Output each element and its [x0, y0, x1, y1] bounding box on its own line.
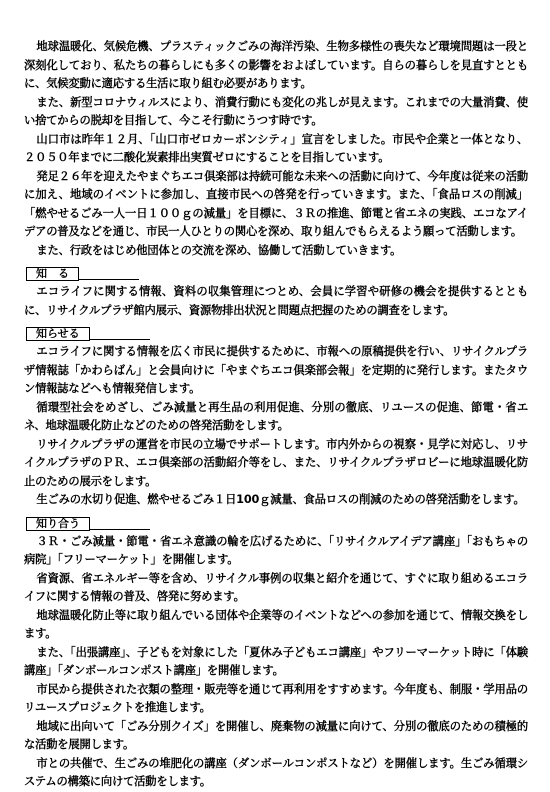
intro-paragraph: 発足２６年を迎えたやまぐちエコ倶楽部は持続可能な未来への活動に向けて、今年度は従来の活動に加え、地域のイベントに参加し、直接市民への啓発を行っていきます。また、「食品ロスの削減」「燃やせるごみ一人一日１００ｇの減量」を目標に、３Ｒの推進、節電と省エネの実践、エコなアイデアの普及などを通じ、市民一人ひとりの関心を深め、取り組んでもらえるよう願って活動します。	[24, 169, 528, 238]
section-paragraph: 市民から提供された衣類の整理・販売等を通じて再利用をすすめます。今年度も、制服・学用品のリユースプロジェクトを推進します。	[24, 682, 528, 714]
section-heading-label: 知 る	[26, 267, 79, 281]
section-paragraph: リサイクルプラザの運営を市民の立場でサポートします。市内外からの視察・見学に対応し、リサイクルプラザのＰＲ、エコ倶楽部の活動紹介等をし、また、リサイクルプラザロビーに地球温暖化防止のための展示をします。	[24, 437, 528, 488]
intro-paragraph: 地球温暖化、気候危機、プラスティックごみの海洋汚染、生物多様性の喪失など環境問題は一段と深刻化しており、私たちの暮らしにも多くの影響をおよぼしています。自らの暮らしを見直すとともに、気候変動に適応する生活に取り組む必要があります。	[24, 40, 528, 90]
section-paragraph: 市との共催で、生ごみの堆肥化の講座（ダンボールコンポストなど）を開催します。生ごみ循環システムの構築に向けて活動をします。	[24, 756, 528, 788]
intro-paragraph: また、新型コロナウィルスにより、消費行動にも変化の兆しが見えます。これまでの大量消費、使い捨てからの脱却を目指して、今こそ行動にうつす時です。	[24, 95, 528, 127]
section-shiru	[24, 267, 528, 320]
heading-underline	[90, 529, 150, 530]
heading-underline	[90, 339, 150, 340]
section-shiriau	[24, 517, 528, 792]
section-paragraph: ３Ｒ・ごみ減量・節電・省エネ意識の輪を広げるために、「リサイクルアイデア講座」「おもちゃの病院」「フリーマーケット」を開催します。	[24, 534, 528, 566]
intro-paragraph: また、行政をはじめ他団体との交流を深め、協働して活動していきます。	[36, 243, 402, 257]
section-paragraph: また、「出張講座」、子どもを対象にした「夏休み子どもエコ講座」やフリーマーケット時に「体験講座」「ダンボールコンポスト講座」を開催します。	[24, 645, 528, 677]
section-paragraph: 地域に出向いて「ごみ分別クイズ」を開催し、廃棄物の減量に向けて、分別の徹底のための積極的な活動を展開します。	[24, 719, 528, 751]
heading-underline	[79, 279, 139, 280]
intro-block	[24, 38, 528, 260]
section-heading	[26, 267, 528, 281]
section-paragraph: 地球温暖化防止等に取り組んでいる団体や企業等のイベントなどへの参加を通じて、情報交換をします。	[24, 608, 528, 640]
section-paragraph: 省資源、省エネルギー等を含め、リサイクル事例の収集と紹介を通じて、すぐに取り組めるエコライフに関する情報の普及、啓発に努めます。	[24, 571, 528, 603]
section-paragraph: エコライフに関する情報、資料の収集管理につとめ、会員に学習や研修の機会を提供するとともに、リサイクルプラザ館内展示、資源物排出状況と問題点把握のための調査をします。	[24, 285, 528, 317]
section-heading	[26, 327, 528, 341]
section-heading	[26, 517, 528, 531]
section-paragraph: エコライフに関する情報を広く市民に提供するために、市報への原稿提供を行い、リサイクルプラザ情報誌「かわらばん」と会員向けに「やまぐちエコ倶楽部会報」を定期的に発行します。またタウン情報誌などへも情報発信します。	[24, 345, 528, 395]
section-heading-label: 知り合う	[26, 517, 90, 531]
section-heading-label: 知らせる	[26, 327, 90, 341]
section-paragraph: 循環型社会をめざし、ごみ減量と再生品の利用促進、分別の徹底、リユースの促進、節電・省エネ、地球温暖化防止などのための啓発活動をします。	[24, 400, 528, 432]
section-paragraph: 生ごみの水切り促進、燃やせるごみ１日100ｇ減量、食品ロスの削減のための啓発活動をします。	[36, 493, 525, 506]
section-shiraseru	[24, 327, 528, 510]
intro-paragraph: 山口市は昨年１２月、「山口市ゼロカーボンシティ」宣言をしました。市民や企業と一体となり、２０５０年までに二酸化炭素排出実質ゼロにすることを目指しています。	[24, 132, 528, 164]
